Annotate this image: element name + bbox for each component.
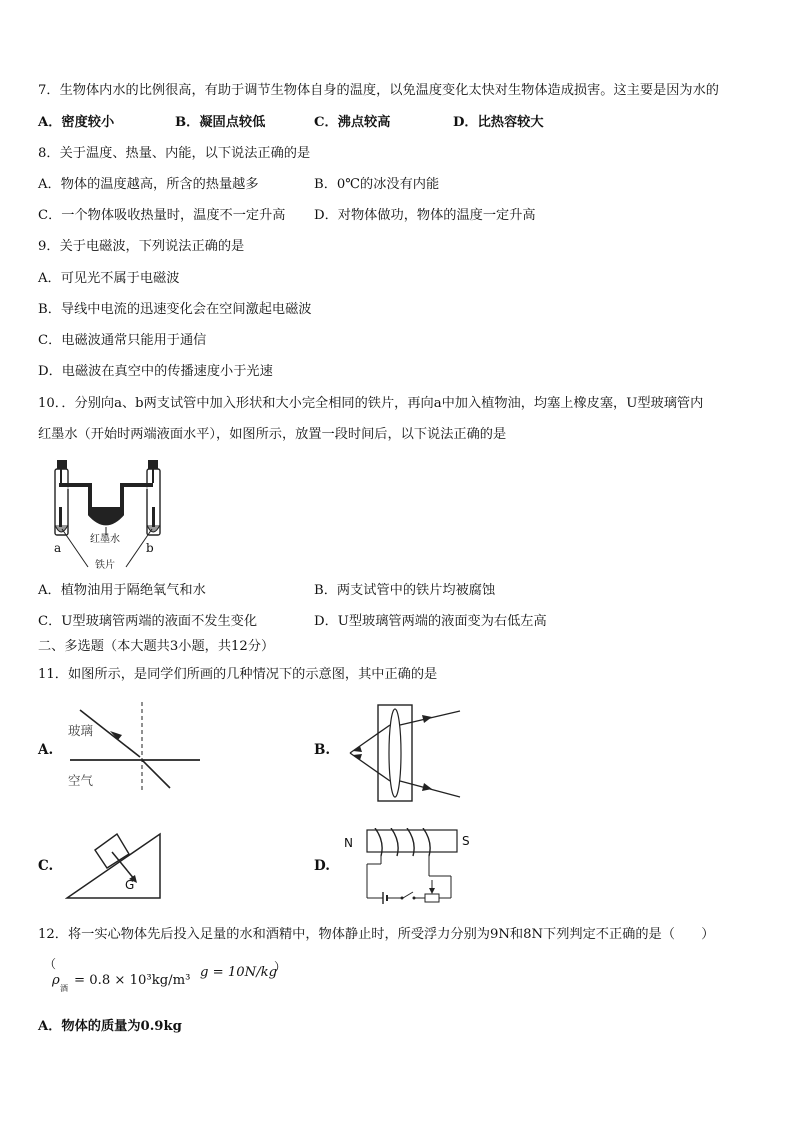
q12-option-a: A．物体的质量为0.9kg bbox=[38, 1019, 182, 1034]
q7-option-b: B．凝固点较低 bbox=[175, 115, 266, 130]
q7-option-a: A．密度较小 bbox=[38, 115, 115, 130]
q10-option-b: B．两支试管中的铁片均被腐蚀 bbox=[314, 583, 496, 598]
q7-stem: 7．生物体内水的比例很高，有助于调节生物体自身的温度，以免温度变化太快对生物体造成损害。这主要是因为水的 bbox=[38, 83, 719, 98]
q8-option-c: C．一个物体吸收热量时，温度不一定升高 bbox=[38, 208, 286, 223]
q12-rho-subscript: 酒 bbox=[60, 984, 68, 993]
section-heading: 二、多选题（本大题共3小题，共12分） bbox=[38, 639, 275, 654]
fig-label-a: a bbox=[54, 541, 62, 555]
q8-option-b: B．0℃的冰没有内能 bbox=[314, 177, 440, 192]
q9-option-a: A．可见光不属于电磁波 bbox=[38, 271, 180, 286]
q11-south-label: S bbox=[462, 834, 470, 848]
q10-option-a: A．植物油用于隔绝氧气和水 bbox=[38, 583, 206, 598]
q11-figure-c-incline bbox=[65, 826, 170, 902]
q11-glass-label: 玻璃 bbox=[68, 723, 94, 738]
q11-gravity-label: G bbox=[125, 878, 135, 892]
fig-label-b: b bbox=[146, 541, 154, 555]
q12-stem: 12．将一实心物体先后投入足量的水和酒精中，物体静止时，所受浮力分别为9N和8N下列判定不正确的是（ ） bbox=[38, 927, 715, 942]
q11-label-b: B. bbox=[314, 742, 331, 758]
q10-stem-line1: 10．．分别向a、b两支试管中加入形状和大小完全相同的铁片，再向a中加入植物油，均塞上橡皮塞，U型玻璃管内 bbox=[38, 396, 704, 411]
q11-label-c: C. bbox=[38, 858, 54, 874]
q12-close-paren: ） bbox=[274, 960, 287, 974]
q11-label-a: A. bbox=[38, 742, 54, 758]
q10-option-d: D．U型玻璃管两端的液面变为右低左高 bbox=[314, 614, 547, 629]
q11-north-label: N bbox=[344, 836, 353, 850]
q12-open-paren: （ bbox=[44, 957, 57, 971]
q11-figure-d-solenoid bbox=[355, 828, 465, 904]
q12-density-value: = 0.8 × 10³kg/m³ bbox=[74, 973, 191, 988]
q12-rho: ρ bbox=[52, 973, 60, 988]
q9-option-d: D．电磁波在真空中的传播速度小于光速 bbox=[38, 364, 273, 379]
q11-figure-b-lens bbox=[340, 703, 470, 803]
q9-option-b: B．导线中电流的迅速变化会在空间激起电磁波 bbox=[38, 302, 312, 317]
q10-stem-line2: 红墨水（开始时两端液面水平），如图所示，放置一段时间后，以下说法正确的是 bbox=[38, 427, 507, 442]
q11-stem: 11．如图所示，是同学们所画的几种情况下的示意图，其中正确的是 bbox=[38, 667, 438, 682]
q8-option-d: D．对物体做功，物体的温度一定升高 bbox=[314, 208, 536, 223]
q11-air-label: 空气 bbox=[68, 773, 94, 788]
q9-option-c: C．电磁波通常只能用于通信 bbox=[38, 333, 207, 348]
fig-label-iron: 铁片 bbox=[95, 560, 115, 571]
q10-option-c: C．U型玻璃管两端的液面不发生变化 bbox=[38, 614, 258, 629]
q7-option-d: D．比热容较大 bbox=[453, 115, 544, 130]
q12-gravity-value: g = 10N/kg bbox=[200, 965, 278, 980]
q8-stem: 8．关于温度、热量、内能，以下说法正确的是 bbox=[38, 146, 311, 161]
q11-label-d: D. bbox=[314, 858, 330, 874]
q9-stem: 9．关于电磁波，下列说法正确的是 bbox=[38, 239, 245, 254]
fig-label-red-ink: 红墨水 bbox=[90, 534, 120, 545]
q8-option-a: A．物体的温度越高，所含的热量越多 bbox=[38, 177, 259, 192]
q7-option-c: C．沸点较高 bbox=[314, 115, 391, 130]
